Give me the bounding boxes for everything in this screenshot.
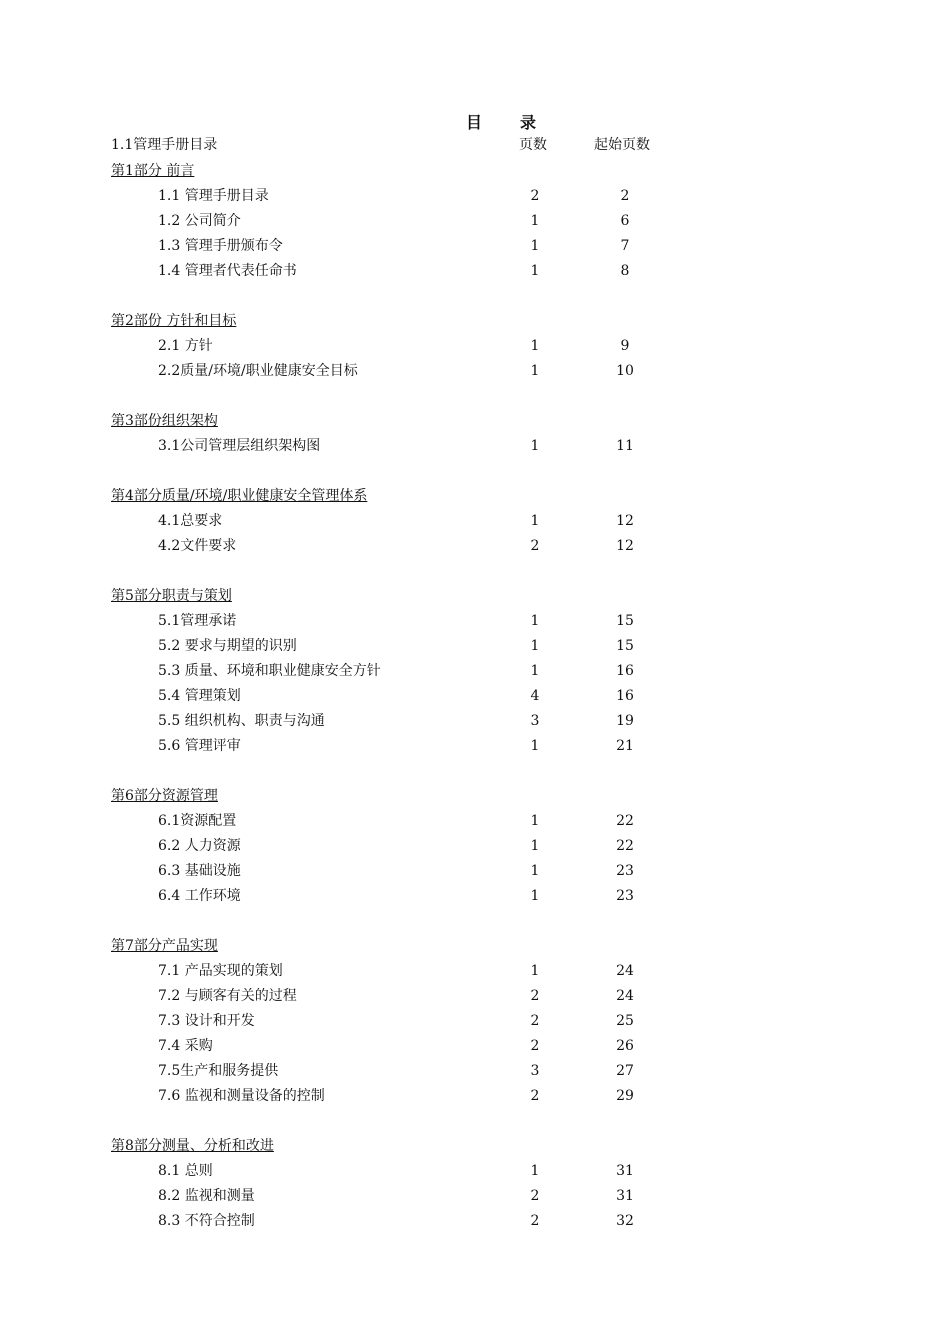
entry-start-page: 11 [616, 438, 634, 454]
entry-start-page: 31 [616, 1188, 634, 1204]
toc-entry [0, 1010, 950, 1032]
page-title [466, 110, 536, 133]
entry-page-count: 3 [530, 713, 540, 729]
toc-entry [0, 835, 950, 857]
entry-title: 8.1 总则 [158, 1163, 213, 1179]
entry-title: 3.1公司管理层组织架构图 [158, 438, 321, 454]
entry-title: 2.2质量/环境/职业健康安全目标 [158, 363, 358, 379]
entry-page-count: 1 [530, 363, 540, 379]
entry-title: 8.3 不符合控制 [158, 1213, 255, 1229]
section-heading: 第2部份 方针和目标 [111, 313, 237, 329]
toc-entry [0, 810, 950, 832]
toc-entry [0, 360, 950, 382]
entry-title: 6.3 基础设施 [158, 863, 241, 879]
entry-title: 5.1管理承诺 [158, 613, 237, 629]
entry-title: 5.4 管理策划 [158, 688, 241, 704]
entry-page-count: 2 [530, 1038, 540, 1054]
toc-entry [0, 860, 950, 882]
entry-start-page: 27 [616, 1063, 634, 1079]
entry-page-count: 1 [530, 813, 540, 829]
entry-page-count: 2 [530, 538, 540, 554]
entry-page-count: 2 [530, 1013, 540, 1029]
entry-title: 4.1总要求 [158, 513, 223, 529]
toc-entry [0, 260, 950, 282]
toc-entry [0, 1210, 950, 1232]
entry-title: 1.3 管理手册颁布令 [158, 238, 283, 254]
entry-title: 5.2 要求与期望的识别 [158, 638, 297, 654]
entry-start-page: 23 [616, 888, 634, 904]
entry-start-page: 32 [616, 1213, 634, 1229]
entry-page-count: 1 [530, 613, 540, 629]
entry-start-page: 19 [616, 713, 634, 729]
toc-entry [0, 210, 950, 232]
entry-page-count: 1 [530, 238, 540, 254]
entry-start-page: 24 [616, 963, 634, 979]
entry-title: 5.3 质量、环境和职业健康安全方针 [158, 663, 381, 679]
toc-entry [0, 885, 950, 907]
entry-title: 6.4 工作环境 [158, 888, 241, 904]
entry-title: 7.1 产品实现的策划 [158, 963, 283, 979]
toc-entry [0, 985, 950, 1007]
toc-entry [0, 610, 950, 632]
entry-title: 6.2 人力资源 [158, 838, 241, 854]
entry-page-count: 1 [530, 838, 540, 854]
entry-start-page: 12 [616, 538, 634, 554]
column-header-pages: 页数 [519, 137, 547, 153]
entry-start-page: 10 [616, 363, 634, 379]
entry-page-count: 1 [530, 663, 540, 679]
entry-page-count: 1 [530, 263, 540, 279]
entry-start-page: 9 [620, 338, 630, 354]
entry-start-page: 16 [616, 688, 634, 704]
entry-title: 4.2文件要求 [158, 538, 237, 554]
toc-entry [0, 235, 950, 257]
entry-title: 2.1 方针 [158, 338, 213, 354]
entry-start-page: 22 [616, 813, 634, 829]
entry-page-count: 2 [530, 188, 540, 204]
toc-entry [0, 435, 950, 457]
entry-start-page: 6 [620, 213, 630, 229]
entry-start-page: 15 [616, 638, 634, 654]
title-char-2: 录 [520, 113, 537, 132]
entry-page-count: 1 [530, 338, 540, 354]
section-heading: 第1部分 前言 [111, 163, 195, 179]
entry-page-count: 1 [530, 638, 540, 654]
entry-start-page: 12 [616, 513, 634, 529]
toc-entry [0, 1060, 950, 1082]
section-heading: 第3部份组织架构 [111, 413, 218, 429]
entry-start-page: 15 [616, 613, 634, 629]
entry-title: 8.2 监视和测量 [158, 1188, 255, 1204]
toc-entry [0, 635, 950, 657]
entry-title: 5.5 组织机构、职责与沟通 [158, 713, 325, 729]
toc-entry [0, 685, 950, 707]
entry-start-page: 24 [616, 988, 634, 1004]
entry-title: 5.6 管理评审 [158, 738, 241, 754]
entry-page-count: 1 [530, 213, 540, 229]
toc-entry [0, 1085, 950, 1107]
entry-start-page: 23 [616, 863, 634, 879]
title-char-1: 目 [466, 113, 483, 132]
toc-entry [0, 510, 950, 532]
entry-page-count: 2 [530, 1088, 540, 1104]
toc-entry [0, 960, 950, 982]
entry-start-page: 26 [616, 1038, 634, 1054]
toc-entry [0, 335, 950, 357]
entry-title: 6.1资源配置 [158, 813, 237, 829]
entry-page-count: 4 [530, 688, 540, 704]
section-heading: 第7部分产品实现 [111, 938, 218, 954]
column-header-start-page: 起始页数 [594, 137, 650, 153]
toc-header-label: 1.1管理手册目录 [111, 137, 218, 153]
entry-page-count: 1 [530, 438, 540, 454]
entry-title: 1.2 公司简介 [158, 213, 241, 229]
entry-page-count: 1 [530, 738, 540, 754]
toc-entry [0, 1035, 950, 1057]
entry-start-page: 16 [616, 663, 634, 679]
entry-page-count: 2 [530, 1188, 540, 1204]
entry-title: 7.3 设计和开发 [158, 1013, 255, 1029]
entry-title: 1.1 管理手册目录 [158, 188, 269, 204]
entry-page-count: 1 [530, 1163, 540, 1179]
section-heading: 第5部分职责与策划 [111, 588, 232, 604]
entry-start-page: 31 [616, 1163, 634, 1179]
entry-page-count: 1 [530, 963, 540, 979]
section-heading: 第4部分质量/环境/职业健康安全管理体系 [111, 488, 368, 504]
entry-page-count: 1 [530, 863, 540, 879]
entry-title: 1.4 管理者代表任命书 [158, 263, 297, 279]
entry-start-page: 21 [616, 738, 634, 754]
entry-start-page: 7 [620, 238, 630, 254]
entry-page-count: 2 [530, 1213, 540, 1229]
entry-start-page: 2 [620, 188, 630, 204]
toc-entry [0, 1185, 950, 1207]
toc-entry [0, 1160, 950, 1182]
entry-start-page: 22 [616, 838, 634, 854]
section-heading: 第8部分测量、分析和改进 [111, 1138, 274, 1154]
entry-title: 7.2 与顾客有关的过程 [158, 988, 297, 1004]
entry-title: 7.5生产和服务提供 [158, 1063, 279, 1079]
toc-entry [0, 660, 950, 682]
toc-entry [0, 535, 950, 557]
entry-page-count: 2 [530, 988, 540, 1004]
toc-entry [0, 710, 950, 732]
entry-start-page: 8 [620, 263, 630, 279]
entry-page-count: 1 [530, 888, 540, 904]
entry-page-count: 1 [530, 513, 540, 529]
entry-start-page: 29 [616, 1088, 634, 1104]
entry-page-count: 3 [530, 1063, 540, 1079]
entry-title: 7.6 监视和测量设备的控制 [158, 1088, 325, 1104]
toc-entry [0, 185, 950, 207]
section-heading: 第6部分资源管理 [111, 788, 218, 804]
entry-start-page: 25 [616, 1013, 634, 1029]
toc-entry [0, 735, 950, 757]
entry-title: 7.4 采购 [158, 1038, 213, 1054]
